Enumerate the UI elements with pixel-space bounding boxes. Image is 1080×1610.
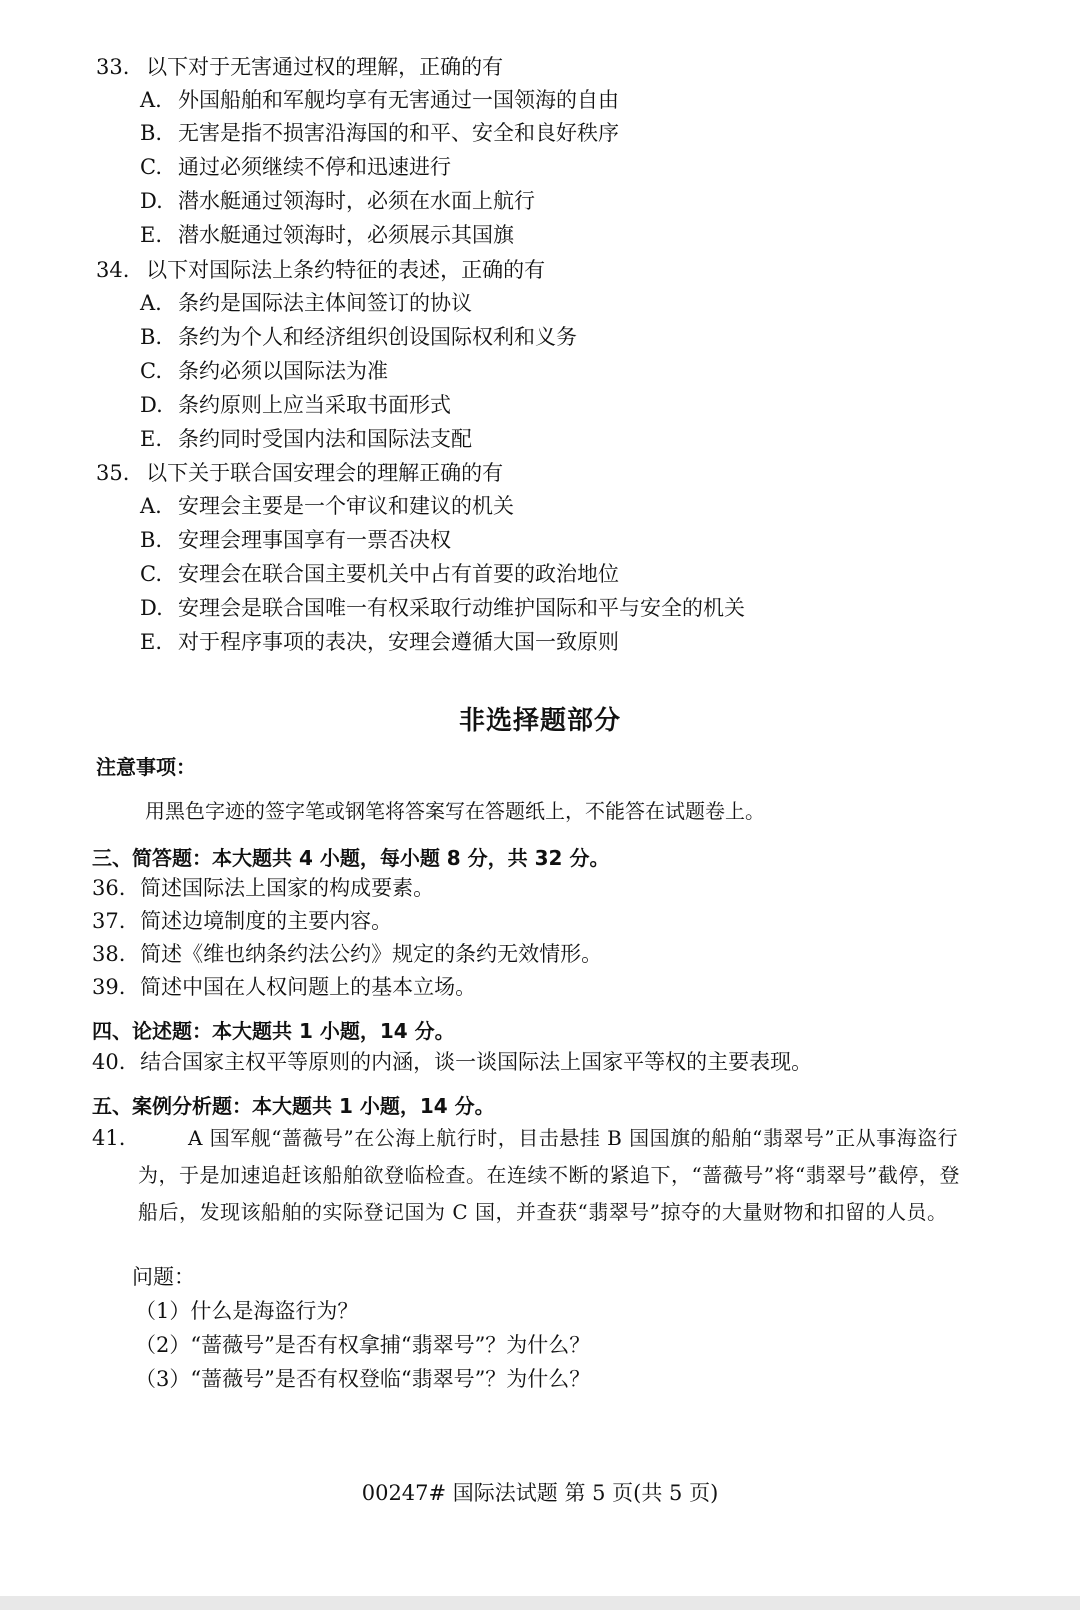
option-letter: A. [140, 291, 162, 315]
option-text: 条约同时受国内法和国际法支配 [178, 427, 472, 451]
option-letter: D. [140, 596, 163, 620]
option-text: 条约原则上应当采取书面形式 [178, 393, 451, 417]
option-text: 通过必须继续不停和迅速进行 [178, 155, 451, 179]
option-text: 条约是国际法主体间签订的协议 [178, 291, 472, 315]
option-text: 潜水艇通过领海时，必须展示其国旗 [178, 223, 514, 247]
option-letter: A. [140, 88, 162, 112]
question-35-option-a [140, 491, 514, 521]
option-text: 安理会理事国享有一票否决权 [178, 528, 451, 552]
question-35-option-c [140, 559, 619, 589]
question-35-stem [96, 458, 503, 488]
short-answer-39 [92, 972, 476, 1002]
question-text: 以下关于联合国安理会的理解正确的有 [146, 461, 504, 485]
short-answer-36 [92, 873, 434, 903]
option-letter: B. [140, 121, 163, 145]
question-35-option-e [140, 627, 619, 657]
notice-heading: 注意事项： [96, 755, 196, 779]
question-34-option-d [140, 390, 451, 420]
short-answer-38 [92, 939, 602, 969]
question-34-option-a [140, 288, 472, 318]
question-text: 简述边境制度的主要内容。 [140, 909, 393, 933]
option-letter: B. [140, 325, 163, 349]
question-number: 38. [92, 942, 126, 966]
option-letter: E. [140, 427, 163, 451]
question-33-option-a [140, 85, 619, 115]
option-text: 条约为个人和经济组织创设国际权利和义务 [178, 325, 577, 349]
scan-edge [0, 1596, 1080, 1610]
option-letter: B. [140, 528, 163, 552]
case-sub-question-2: （2）“蔷薇号”是否有权拿捕“翡翠号”？为什么？ [135, 1333, 591, 1357]
option-letter: D. [140, 393, 163, 417]
option-text: 安理会在联合国主要机关中占有首要的政治地位 [178, 562, 619, 586]
part5-heading: 五、案例分析题：本大题共 1 小题，14 分。 [92, 1094, 495, 1118]
part3-heading: 三、简答题：本大题共 4 小题，每小题 8 分，共 32 分。 [92, 846, 610, 870]
question-number: 35. [96, 461, 130, 485]
case-number: 41. [92, 1126, 126, 1150]
section-title: 非选择题部分 [458, 706, 621, 736]
question-text: 以下对于无害通过权的理解，正确的有 [146, 55, 504, 79]
option-letter: C. [140, 155, 162, 179]
question-number: 33. [96, 55, 130, 79]
question-35-option-b [140, 525, 451, 555]
case-sub-question-3: （3）“蔷薇号”是否有权登临“翡翠号”？为什么？ [135, 1367, 591, 1391]
question-number: 34. [96, 258, 130, 282]
option-text: 无害是指不损害沿海国的和平、安全和良好秩序 [178, 121, 619, 145]
question-35-option-d [140, 593, 745, 623]
question-text: 简述国际法上国家的构成要素。 [140, 876, 435, 900]
option-letter: E. [140, 223, 163, 247]
option-letter: A. [140, 494, 162, 518]
option-text: 安理会是联合国唯一有权采取行动维护国际和平与安全的机关 [178, 596, 745, 620]
question-number: 39. [92, 975, 126, 999]
option-text: 条约必须以国际法为准 [178, 359, 388, 383]
question-33-option-b [140, 118, 619, 148]
question-33-stem [96, 52, 503, 82]
question-text: 简述中国在人权问题上的基本立场。 [140, 975, 477, 999]
option-letter: C. [140, 562, 162, 586]
essay-40 [92, 1047, 812, 1077]
option-text: 对于程序事项的表决，安理会遵循大国一致原则 [178, 630, 619, 654]
option-letter: E. [140, 630, 163, 654]
option-letter: C. [140, 359, 162, 383]
question-text: 以下对国际法上条约特征的表述，正确的有 [146, 258, 546, 282]
case-question-label: 问题： [132, 1265, 195, 1289]
question-number: 36. [92, 876, 126, 900]
case-sub-question-1: （1）什么是海盗行为？ [135, 1299, 359, 1323]
question-34-option-e [140, 424, 472, 454]
case-text: A 国军舰“蔷薇号”在公海上航行时，目击悬挂 B 国国旗的船舶“翡翠号”正从事海盗行为，于是加速追赶该船舶欲登临检查。在连续不断的紧追下，“蔷薇号”将“翡翠号”截停，登船后，发现该船舶的实际登记国为 C 国，并查获“翡翠号”掠夺的大量财物和扣留的人员。 [138, 1126, 960, 1224]
question-34-stem [96, 255, 545, 285]
short-answer-37 [92, 906, 392, 936]
option-text: 潜水艇通过领海时，必须在水面上航行 [178, 189, 535, 213]
question-33-option-e [140, 220, 514, 250]
option-text: 外国船舶和军舰均享有无害通过一国领海的自由 [178, 88, 619, 112]
question-number: 37. [92, 909, 126, 933]
option-text: 安理会主要是一个审议和建议的机关 [178, 494, 514, 518]
notice-text: 用黑色字迹的签字笔或钢笔将答案写在答题纸上，不能答在试题卷上。 [145, 799, 765, 823]
question-34-option-b [140, 322, 577, 352]
question-number: 40. [92, 1050, 126, 1074]
part4-heading: 四、论述题：本大题共 1 小题，14 分。 [92, 1019, 455, 1043]
question-33-option-c [140, 152, 451, 182]
page-footer: 00247# 国际法试题 第 5 页(共 5 页) [361, 1481, 719, 1505]
question-text: 结合国家主权平等原则的内涵，谈一谈国际法上国家平等权的主要表现。 [140, 1050, 813, 1074]
question-34-option-c [140, 356, 388, 386]
question-33-option-d [140, 186, 535, 216]
option-letter: D. [140, 189, 163, 213]
question-text: 简述《维也纳条约法公约》规定的条约无效情形。 [140, 942, 603, 966]
